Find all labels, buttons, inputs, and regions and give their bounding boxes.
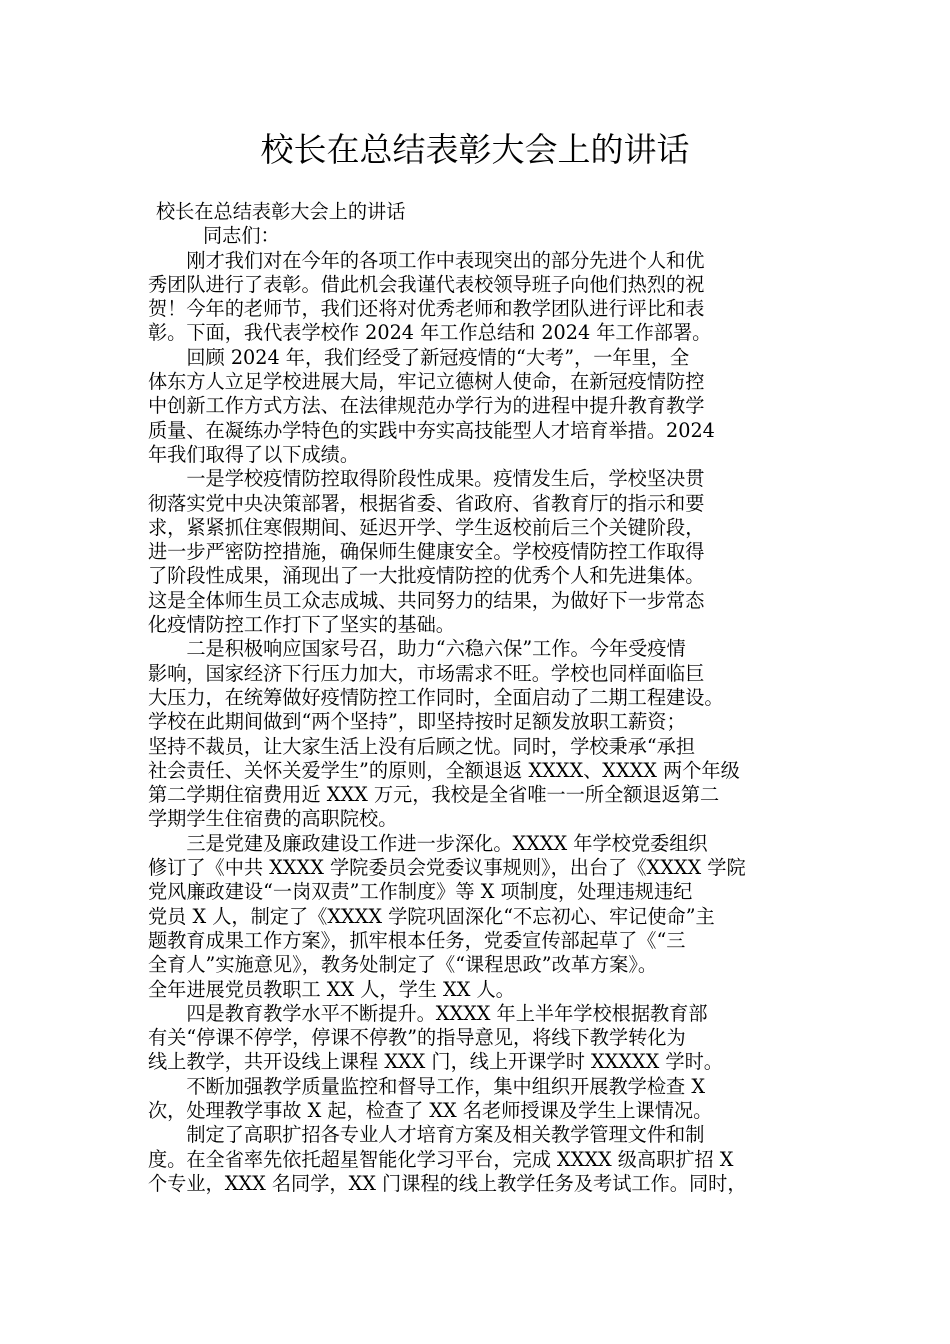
text-line: 坚持不裁员，让大家生活上没有后顾之忧。同时，学校秉承“承担 [148, 734, 696, 758]
text-line: 彰。下面，我代表学校作 2024 年工作总结和 2024 年工作部署。 [148, 321, 712, 345]
text-line: 质量、在凝练办学特色的实践中夯实高技能型人才培育举措。2024 [148, 418, 715, 442]
text-line: 全育人”实施意见》，教务处制定了《“课程思政”改革方案》。 [148, 953, 658, 977]
text-line: 社会责任、关怀关爱学生”的原则，全额退返 XXXX、XXXX 两个年级 [148, 758, 740, 782]
document-title: 校长在总结表彰大会上的讲话 [260, 130, 690, 169]
salutation: 同志们： [203, 224, 280, 248]
text-line: 体东方人立足学校进展大局，牢记立德树人使命，在新冠疫情防控 [148, 370, 705, 394]
document-body [148, 200, 828, 1196]
text-line: 三是党建及廉政建设工作进一步深化。XXXX 年学校党委组织 [148, 831, 708, 855]
text-line: 学期学生住宿费的高职院校。 [148, 807, 398, 831]
text-line: 有关“停课不停学，停课不停教”的指导意见，将线下教学转化为 [148, 1026, 686, 1050]
text-line: 影响，国家经济下行压力加大，市场需求不旺。学校也同样面临巨 [148, 661, 705, 685]
text-line: 年我们取得了以下成绩。 [148, 442, 360, 466]
text-line: 一是学校疫情防控取得阶段性成果。疫情发生后，学校坚决贯 [148, 467, 705, 491]
text-line: 个专业，XXX 名同学，XX 门课程的线上教学任务及考试工作。同时， [148, 1171, 747, 1195]
text-line: 贺！今年的老师节，我们还将对优秀老师和教学团队进行评比和表 [148, 297, 705, 321]
text-line: 党员 X 人，制定了《XXXX 学院巩固深化“不忘初心、牢记使命”主 [148, 904, 715, 928]
text-line: 彻落实党中央决策部署，根据省委、省政府、省教育厅的指示和要 [148, 491, 705, 515]
text-line: 进一步严密防控措施，确保师生健康安全。学校疫情防控工作取得 [148, 540, 705, 564]
document-subtitle: 校长在总结表彰大会上的讲话 [156, 200, 406, 223]
text-line: 这是全体师生员工众志成城、共同努力的结果，为做好下一步常态 [148, 588, 705, 612]
text-line: 题教育成果工作方案》，抓牢根本任务，党委宣传部起草了《“三 [148, 928, 686, 952]
text-line: 不断加强教学质量监控和督导工作，集中组织开展教学检查 X [148, 1074, 706, 1098]
text-line: 中创新工作方式方法、在法律规范办学行为的进程中提升教育教学 [148, 394, 705, 418]
text-line: 线上教学，共开设线上课程 XXX 门，线上开课学时 XXXXX 学时。 [148, 1050, 723, 1074]
text-line: 大压力，在统筹做好疫情防控工作同时，全面启动了二期工程建设。 [148, 685, 724, 709]
text-line: 度。在全省率先依托超星智能化学习平台，完成 XXXX 级高职扩招 X [148, 1147, 734, 1171]
text-line: 求，紧紧抓住寒假期间、延迟开学、学生返校前后三个关键阶段， [148, 515, 705, 539]
text-line: 党风廉政建设“一岗双责”工作制度》等 X 项制度，处理违规违纪 [148, 880, 693, 904]
body-lines [148, 249, 828, 1197]
text-line: 次，处理教学事故 X 起，检查了 XX 名老师授课及学生上课情况。 [148, 1098, 713, 1122]
text-line: 二是积极响应国家号召，助力“六稳六保”工作。今年受疫情 [148, 637, 686, 661]
text-line: 刚才我们对在今年的各项工作中表现突出的部分先进个人和优 [148, 248, 705, 272]
text-line: 四是教育教学水平不断提升。XXXX 年上半年学校根据教育部 [148, 1001, 708, 1025]
text-line: 全年进展党员教职工 XX 人，学生 XX 人。 [148, 977, 515, 1001]
text-line: 秀团队进行了表彰。借此机会我谨代表校领导班子向他们热烈的祝 [148, 272, 705, 296]
text-line: 修订了《中共 XXXX 学院委员会党委议事规则》，出台了《XXXX 学院 [148, 856, 746, 880]
text-line: 制定了高职扩招各专业人才培育方案及相关教学管理文件和制 [148, 1123, 705, 1147]
text-line: 学校在此期间做到“两个坚持”，即坚持按时足额发放职工薪资； [148, 710, 686, 734]
text-line: 化疫情防控工作打下了坚实的基础。 [148, 613, 455, 637]
text-line: 回顾 2024 年，我们经受了新冠疫情的“大考”，一年里，全 [148, 345, 690, 369]
text-line: 第二学期住宿费用近 XXX 万元，我校是全省唯一一所全额退返第二 [148, 783, 720, 807]
text-line: 了阶段性成果，涌现出了一大批疫情防控的优秀个人和先进集体。 [148, 564, 705, 588]
